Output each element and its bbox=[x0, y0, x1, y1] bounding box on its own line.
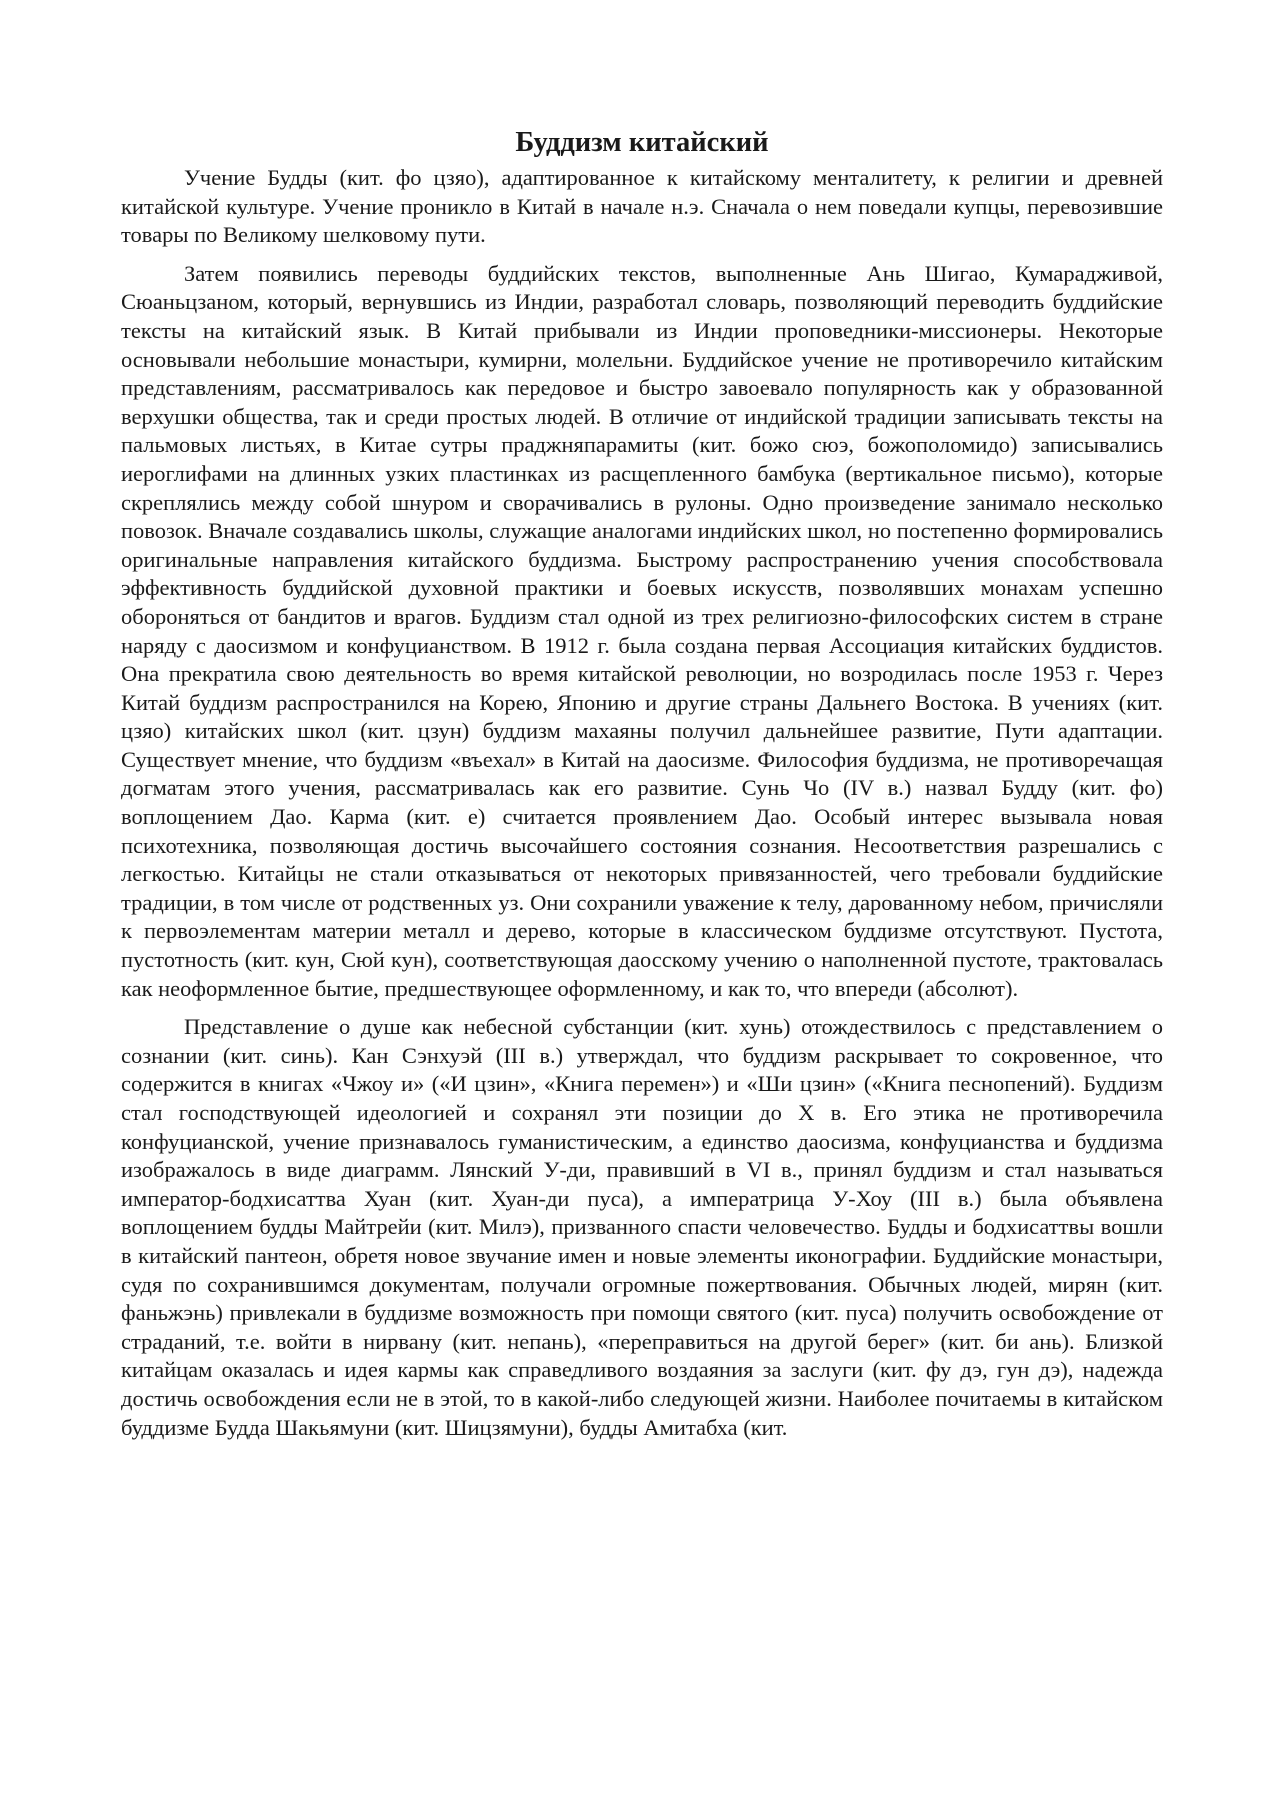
document-page bbox=[121, 118, 1163, 1452]
document-title: Буддизм китайский bbox=[515, 127, 769, 158]
paragraph-soul-doctrine: Представление о душе как небесной субстанции (кит. хунь) отождествилось с представлением о сознании (кит. синь). Кан Сэнхуэй (III в.) утверждал, что буддизм раскрывает то сокровенное, что содержится в книгах «Чжоу и» («И цзин», «Книга перемен») и «Ши цзин» («Книга песнопений). Буддизм стал господствующей идеологией и сохранял эти позиции до X в. Его этика не противоречила конфуцианской, учение признавалось гуманистическим, а единство даосизма, конфуцианства и буддизма изображалось в виде диаграмм. Лянский У-ди, правивший в VI в., принял буддизм и стал называться император-бодхисаттва Хуан (кит. Хуан-ди пуса), а императрица У-Хоу (III в.) была объявлена воплощением будды Майтрейи (кит. Милэ), призванного спасти человечество. Будды и бодхисаттвы вошли в китайский пантеон, обретя новое звучание имен и новые элементы иконографии. Буддийские монастыри, судя по сохранившимся документам, получали огромные пожертвования. Обычных людей, мирян (кит. фаньжэнь) привлекали в буддизме возможность при помощи святого (кит. пуса) получить освобождение от страданий, т.е. войти в нирвану (кит. непань), «переправиться на другой берег» (кит. би ань). Близкой китайцам оказалась и идея кармы как справедливого воздаяния за заслуги (кит. фу дэ, гун дэ), надежда достичь освобождения если не в этой, то в какой-либо следующей жизни. Наиболее почитаемы в китайском буддизме Будда Шакьямуни (кит. Шицзямуни), будды Амитабха (кит. bbox=[121, 1014, 1163, 1440]
paragraph-translations: Затем появились переводы буддийских текстов, выполненные Ань Шигао, Кумарадживой, Сюаньцзаном, который, вернувшись из Индии, разработал словарь, позволяющий переводить буддийские тексты на китайский язык. В Китай прибывали из Индии проповедники-миссионеры. Некоторые основывали небольшие монастыри, кумирни, молельни. Буддийское учение не противоречило китайским представлениям, рассматривалось как передовое и быстро завоевало популярность как у образованной верхушки общества, так и среди простых людей. В отличие от индийской традиции записывать тексты на пальмовых листьях, в Китае сутры праджняпарамиты (кит. божо сюэ, божополомидо) записывались иероглифами на длинных узких пластинках из расщепленного бамбука (вертикальное письмо), которые скреплялись между собой шнуром и сворачивались в рулоны. Одно произведение занимало несколько повозок. Вначале создавались школы, служащие аналогами индийских школ, но постепенно формировались оригинальные направления китайского буддизма. Быстрому распространению учения способствовала эффективность буддийской духовной практики и боевых искусств, позволявших монахам успешно обороняться от бандитов и врагов. Буддизм стал одной из трех религиозно-философских систем в стране наряду с даосизмом и конфуцианством. В 1912 г. была создана первая Ассоциация китайских буддистов. Она прекратила свою деятельность во время китайской революции, но возродилась после 1953 г. Через Китай буддизм распространился на Корею, Японию и другие страны Дальнего Востока. В учениях (кит. цзяо) китайских школ (кит. цзун) буддизм махаяны получил дальнейшее развитие, Пути адаптации. Существует мнение, что буддизм «въехал» в Китай на даосизме. Философия буддизма, не противоречащая догматам этого учения, рассматривалась как его развитие. Сунь Чо (IV в.) назвал Будду (кит. фо) воплощением Дао. Карма (кит. е) считается проявлением Дао. Особый интерес вызывала новая психотехника, позволяющая достичь высочайшего состояния сознания. Несоответствия разрешались с легкостью. Китайцы не стали отказываться от некоторых привязанностей, чего требовали буддийские традиции, в том числе от родственных уз. Они сохранили уважение к телу, дарованному небом, причисляли к первоэлементам материи металл и дерево, которые в классическом буддизме отсутствуют. Пустота, пустотность (кит. кун, Сюй кун), соответствующая даосскому учению о наполненной пустоте, трактовалась как неоформленное бытие, предшествующее оформленному, и как то, что впереди (абсолют). bbox=[121, 260, 1163, 1001]
paragraph-intro: Учение Будды (кит. фо цзяо), адаптированное к китайскому менталитету, к религии и древней китайской культуре. Учение проникло в Китай в начале н.э. Сначала о нем поведали купцы, перевозившие товары по Великому шелковому пути. bbox=[121, 165, 1163, 248]
